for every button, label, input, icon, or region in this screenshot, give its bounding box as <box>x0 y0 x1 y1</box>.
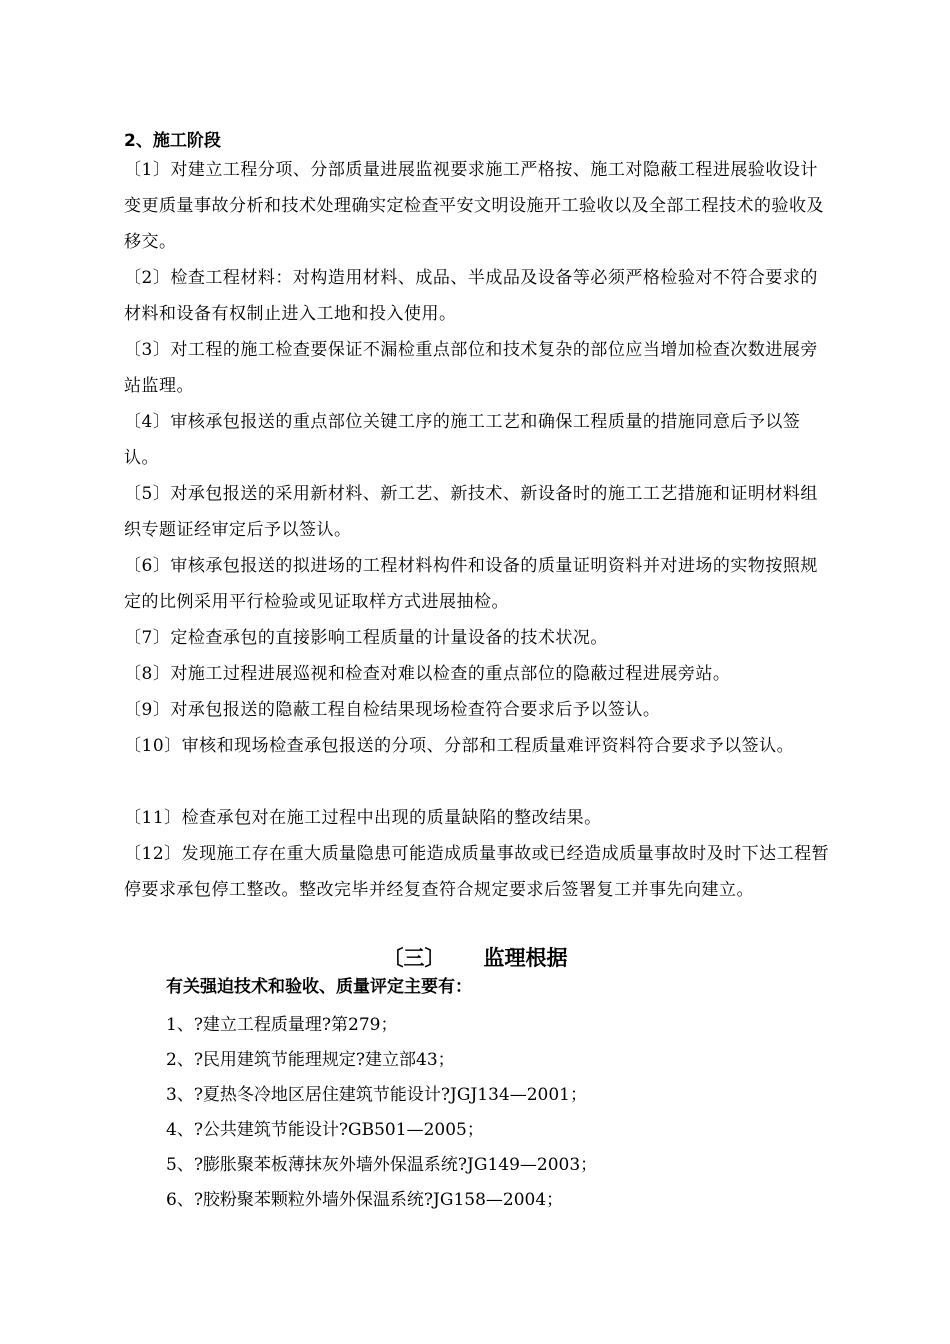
reference-item: 4、?公共建筑节能设计?GB501—2005； <box>166 1120 484 1140</box>
section-heading-title: 监理根据 <box>483 946 568 970</box>
paragraph-2: 〔2〕检查工程材料：对构造用材料、成品、半成品及设备等必须严格检验对不符合要求的材料和设备有权制止进入工地和投入使用。 <box>124 268 818 324</box>
section-heading <box>0 942 950 972</box>
reference-item: 5、?膨胀聚苯板薄抹灰外墙外保温系统?JG149—2003； <box>166 1155 598 1175</box>
paragraph-9: 〔9〕对承包报送的隐蔽工程自检结果现场检查符合要求后予以签认。 <box>124 700 661 720</box>
reference-item: 1、?建立工程质量理?第279； <box>166 1015 398 1035</box>
paragraph-6: 〔6〕审核承包报送的拟进场的工程材料构件和设备的质量证明资料并对进场的实物按照规定的比例采用平行检验或见证取样方式进展抽检。 <box>124 556 818 612</box>
paragraph-11: 〔11〕检查承包对在施工过程中出现的质量缺陷的整改结果。 <box>124 808 602 828</box>
paragraph-5: 〔5〕对承包报送的采用新材料、新工艺、新技术、新设备时的施工工艺措施和证明材料组织专题证经审定后予以签认。 <box>124 484 818 540</box>
paragraph-3: 〔3〕对工程的施工检查要保证不漏检重点部位和技术复杂的部位应当增加检查次数进展旁站监理。 <box>124 340 818 396</box>
section-heading-number: 〔三〕 <box>382 946 446 970</box>
reference-item: 6、?胶粉聚苯颗粒外墙外保温系统?JG158—2004； <box>166 1190 564 1210</box>
paragraph-7: 〔7〕定检查承包的直接影响工程质量的计量设备的技术状况。 <box>124 628 608 648</box>
reference-item: 2、?民用建筑节能理规定?建立部43； <box>166 1050 455 1070</box>
paragraph-8: 〔8〕对施工过程进展巡视和检查对难以检查的重点部位的隐蔽过程进展旁站。 <box>124 664 731 684</box>
references-intro: 有关强迫技术和验收、质量评定主要有： <box>166 977 472 997</box>
section-title: 2、施工阶段 <box>124 131 221 151</box>
reference-item: 3、?夏热冬冷地区居住建筑节能设计?JGJ134—2001； <box>166 1085 587 1105</box>
paragraph-1: 〔1〕对建立工程分项、分部质量进展监视要求施工严格按、施工对隐蔽工程进展验收设计变更质量事故分析和技术处理确实定检查平安文明设施开工验收以及全部工程技术的验收及移交。 <box>124 160 824 252</box>
paragraph-10: 〔10〕审核和现场检查承包报送的分项、分部和工程质量难评资料符合要求予以签认。 <box>124 736 795 756</box>
paragraph-4: 〔4〕审核承包报送的重点部位关键工序的施工工艺和确保工程质量的措施同意后予以签认。 <box>124 412 801 468</box>
paragraph-12: 〔12〕发现施工存在重大质量隐患可能造成质量事故或已经造成质量事故时及时下达工程暂停要求承包停工整改。整改完毕并经复查符合规定要求后签署复工并事先向建立。 <box>124 844 830 900</box>
